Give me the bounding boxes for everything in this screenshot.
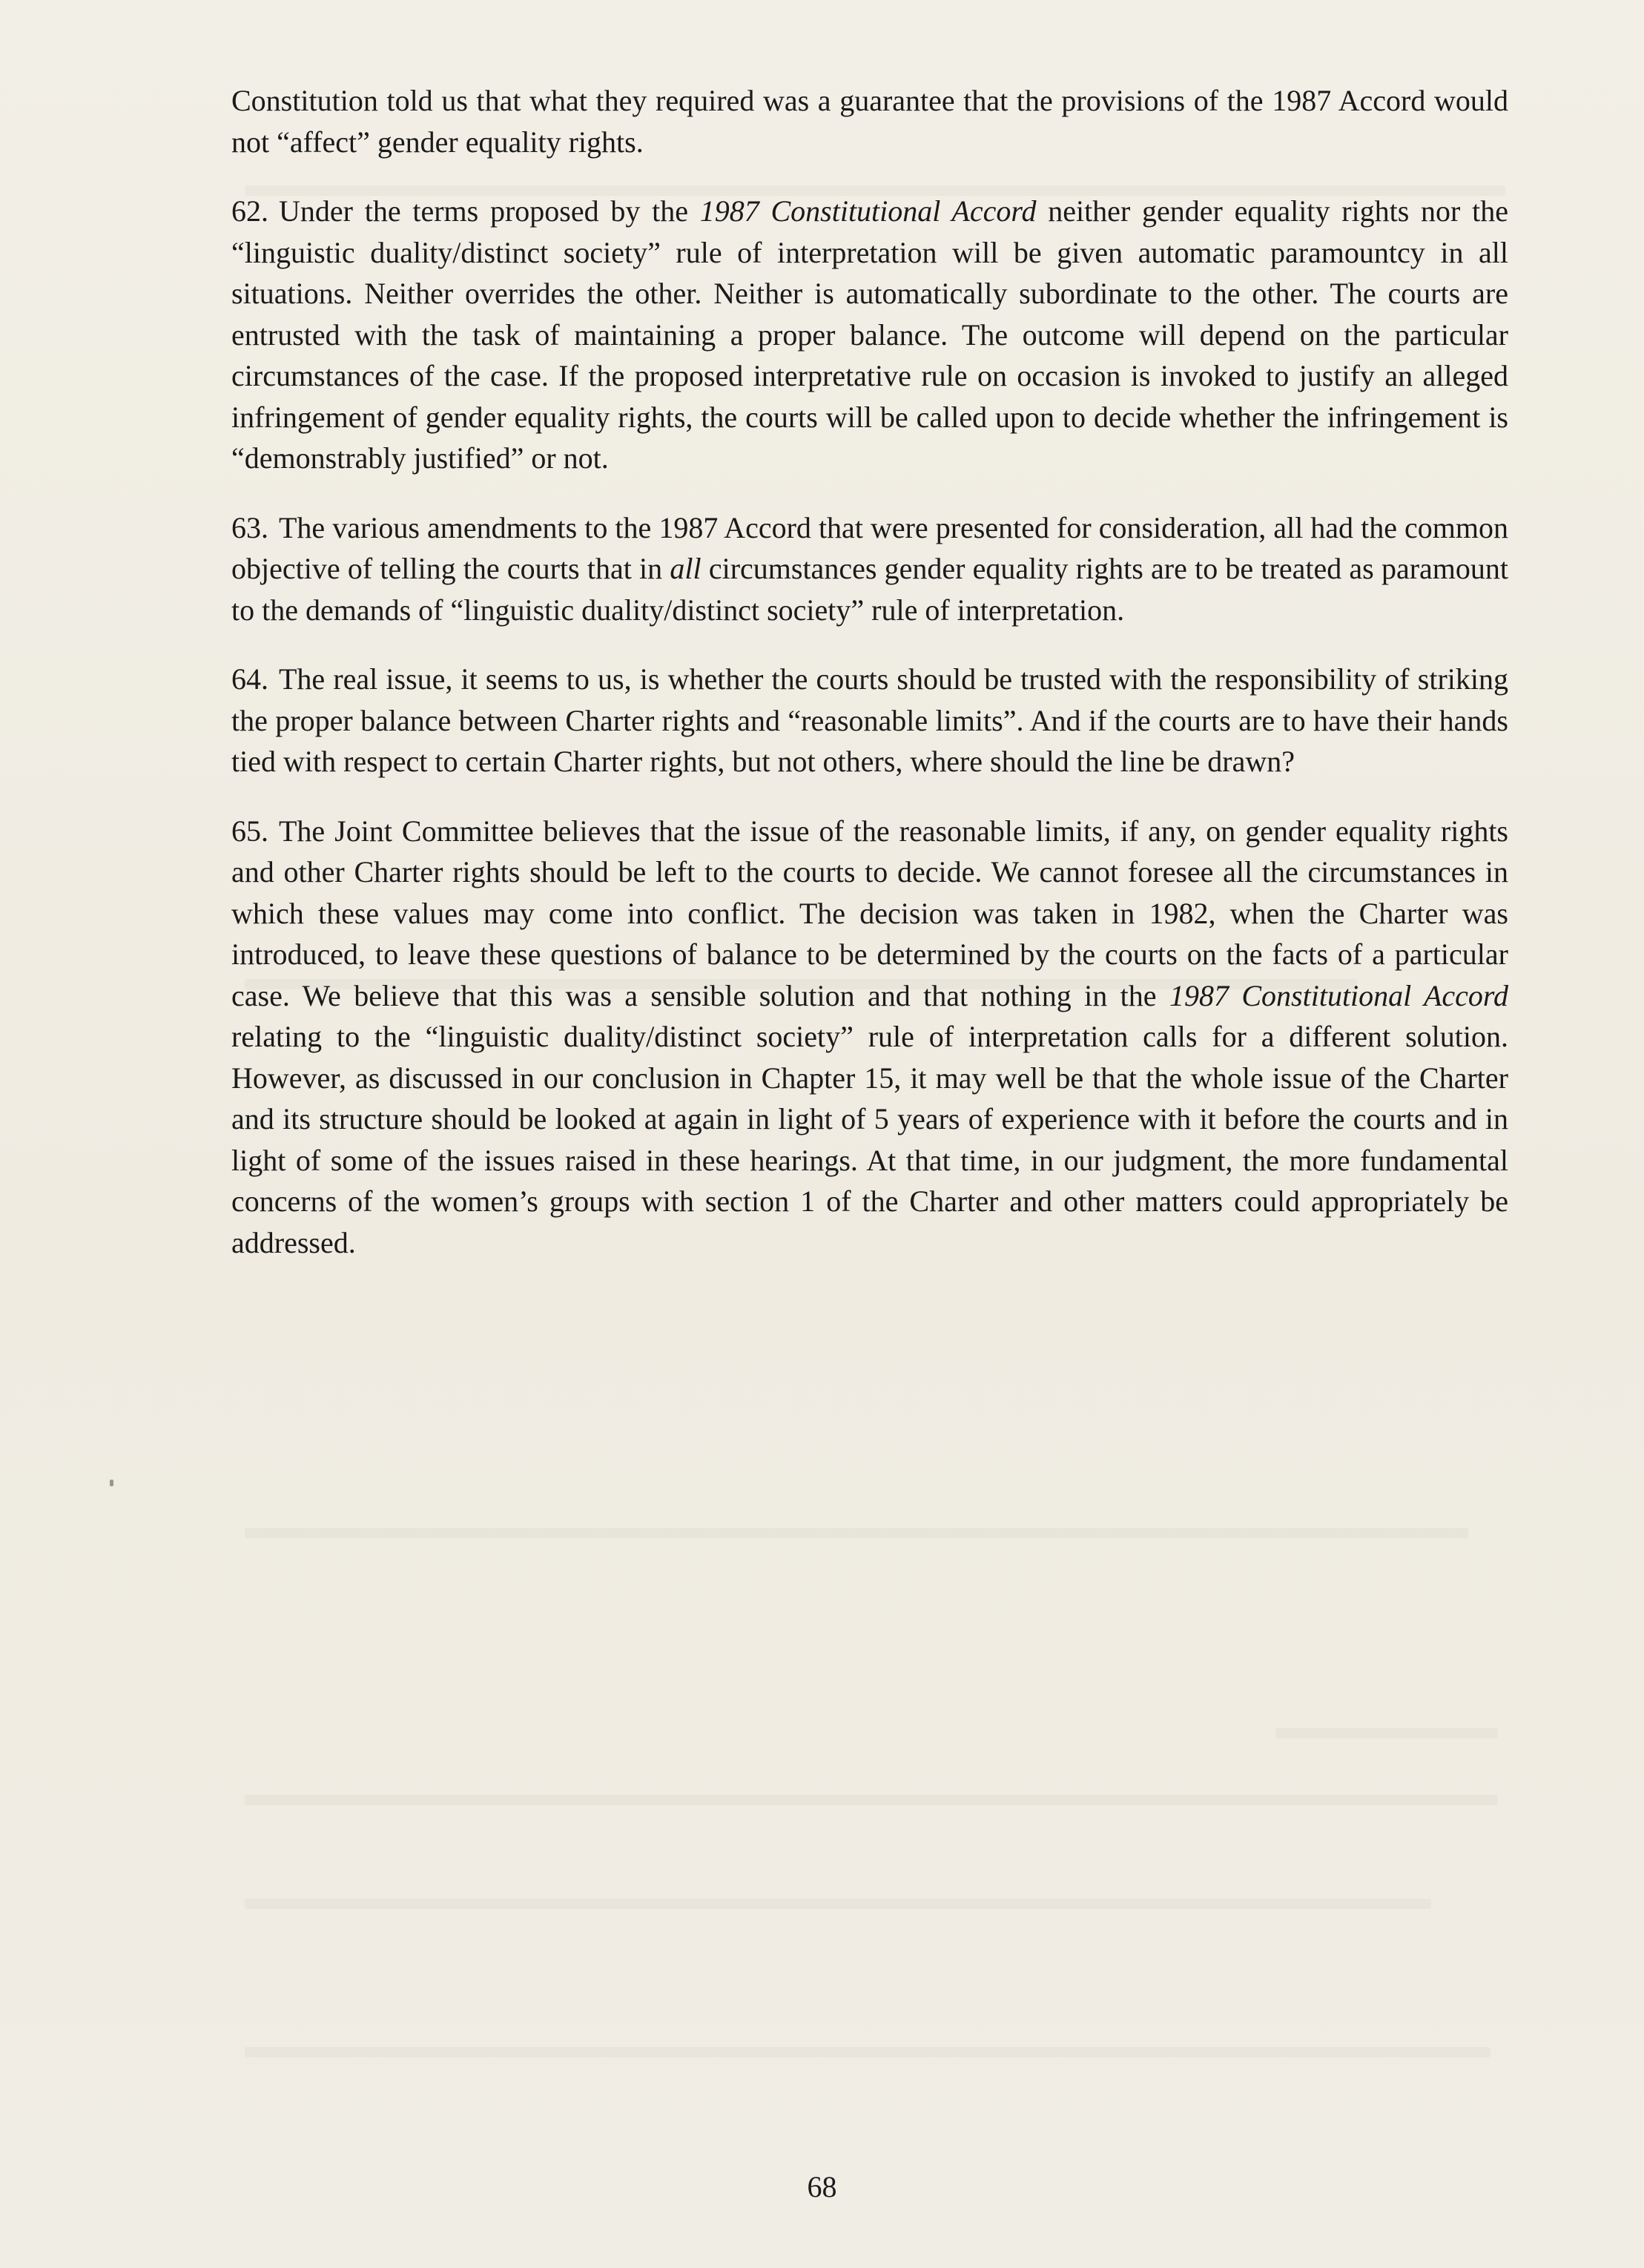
paragraph-62 bbox=[231, 191, 1508, 479]
paragraph-text: circumstances gender equality rights are to be treated as paramount to the demands of “linguistic duality/distinct society” rule of interpretation. bbox=[231, 552, 1509, 627]
show-through bbox=[245, 2047, 1491, 2057]
page-number: 68 bbox=[807, 2170, 837, 2203]
body-text bbox=[231, 80, 1508, 1291]
paragraph-text: The Joint Committee believes that the issue of the reasonable limits, if any, on gender equality rights and other Charter rights should be left to the courts to decide. We cannot foresee all the circumstances in which these values may come into conflict. The decision was taken in 1982, when the Charter was introduced, to leave these questions of balance to be determined by the courts on the facts of a particular case. We believe that this was a sensible solution and that nothing in the bbox=[231, 814, 1508, 1012]
paragraph-63 bbox=[231, 507, 1508, 631]
italic-emphasis: all bbox=[670, 552, 701, 585]
paragraph-64 bbox=[231, 659, 1508, 782]
paper-speck bbox=[110, 1480, 113, 1486]
italic-title: 1987 Constitutional Accord bbox=[699, 194, 1037, 228]
italic-title: 1987 Constitutional Accord bbox=[1169, 978, 1508, 1012]
paragraph-65 bbox=[231, 811, 1508, 1264]
show-through bbox=[245, 1899, 1431, 1909]
paragraph-text: The real issue, it seems to us, is whether the courts should be trusted with the responsibility of striking the proper balance between Charter rights and “reasonable limits”. And if the courts are to have their hands tied with respect to certain Charter rights, but not others, where should the line be drawn? bbox=[231, 662, 1508, 778]
paragraph-number: 64. bbox=[231, 662, 268, 696]
paragraph-number: 65. bbox=[231, 814, 268, 848]
paragraph-text: Under the terms proposed by the bbox=[279, 194, 700, 228]
show-through bbox=[245, 1528, 1468, 1538]
show-through bbox=[1275, 1728, 1498, 1738]
paragraph-number: 62. bbox=[231, 194, 268, 228]
show-through bbox=[245, 1795, 1498, 1805]
paragraph-text: The various amendments to the 1987 Accord that were presented for consideration, all had the common objective of telling the courts that in bbox=[231, 510, 1508, 585]
paragraph-text: neither gender equality rights nor the “linguistic duality/distinct society” rule of interpretation will be given automatic paramountcy in all situations. Neither overrides the other. Neither is automatically subordinate to the other. The courts are entrusted with the task of maintaining a proper balance. The outcome will depend on the particular circumstances of the case. If the proposed interpretative rule on occasion is invoked to justify an alleged infringement of gender equality rights, the courts will be called upon to decide whether the infringement is “demonstrably justified” or not. bbox=[231, 194, 1508, 475]
continued-paragraph: Constitution told us that what they required was a guarantee that the provisions of the 1987 Accord would not “affect” gender equality rights. bbox=[231, 84, 1508, 159]
paragraph-text: relating to the “linguistic duality/distinct society” rule of interpretation calls for a different solution. However, as discussed in our conclusion in Chapter 15, it may well be that the whole issue of the Charter and its structure should be looked at again in light of 5 years of experience with it before the courts and in light of some of the issues raised in these hearings. At that time, in our judgment, the more fundamental concerns of the women’s groups with section 1 of the Charter and other matters could appropriately be addressed. bbox=[231, 1020, 1508, 1259]
paragraph-number: 63. bbox=[231, 510, 268, 544]
